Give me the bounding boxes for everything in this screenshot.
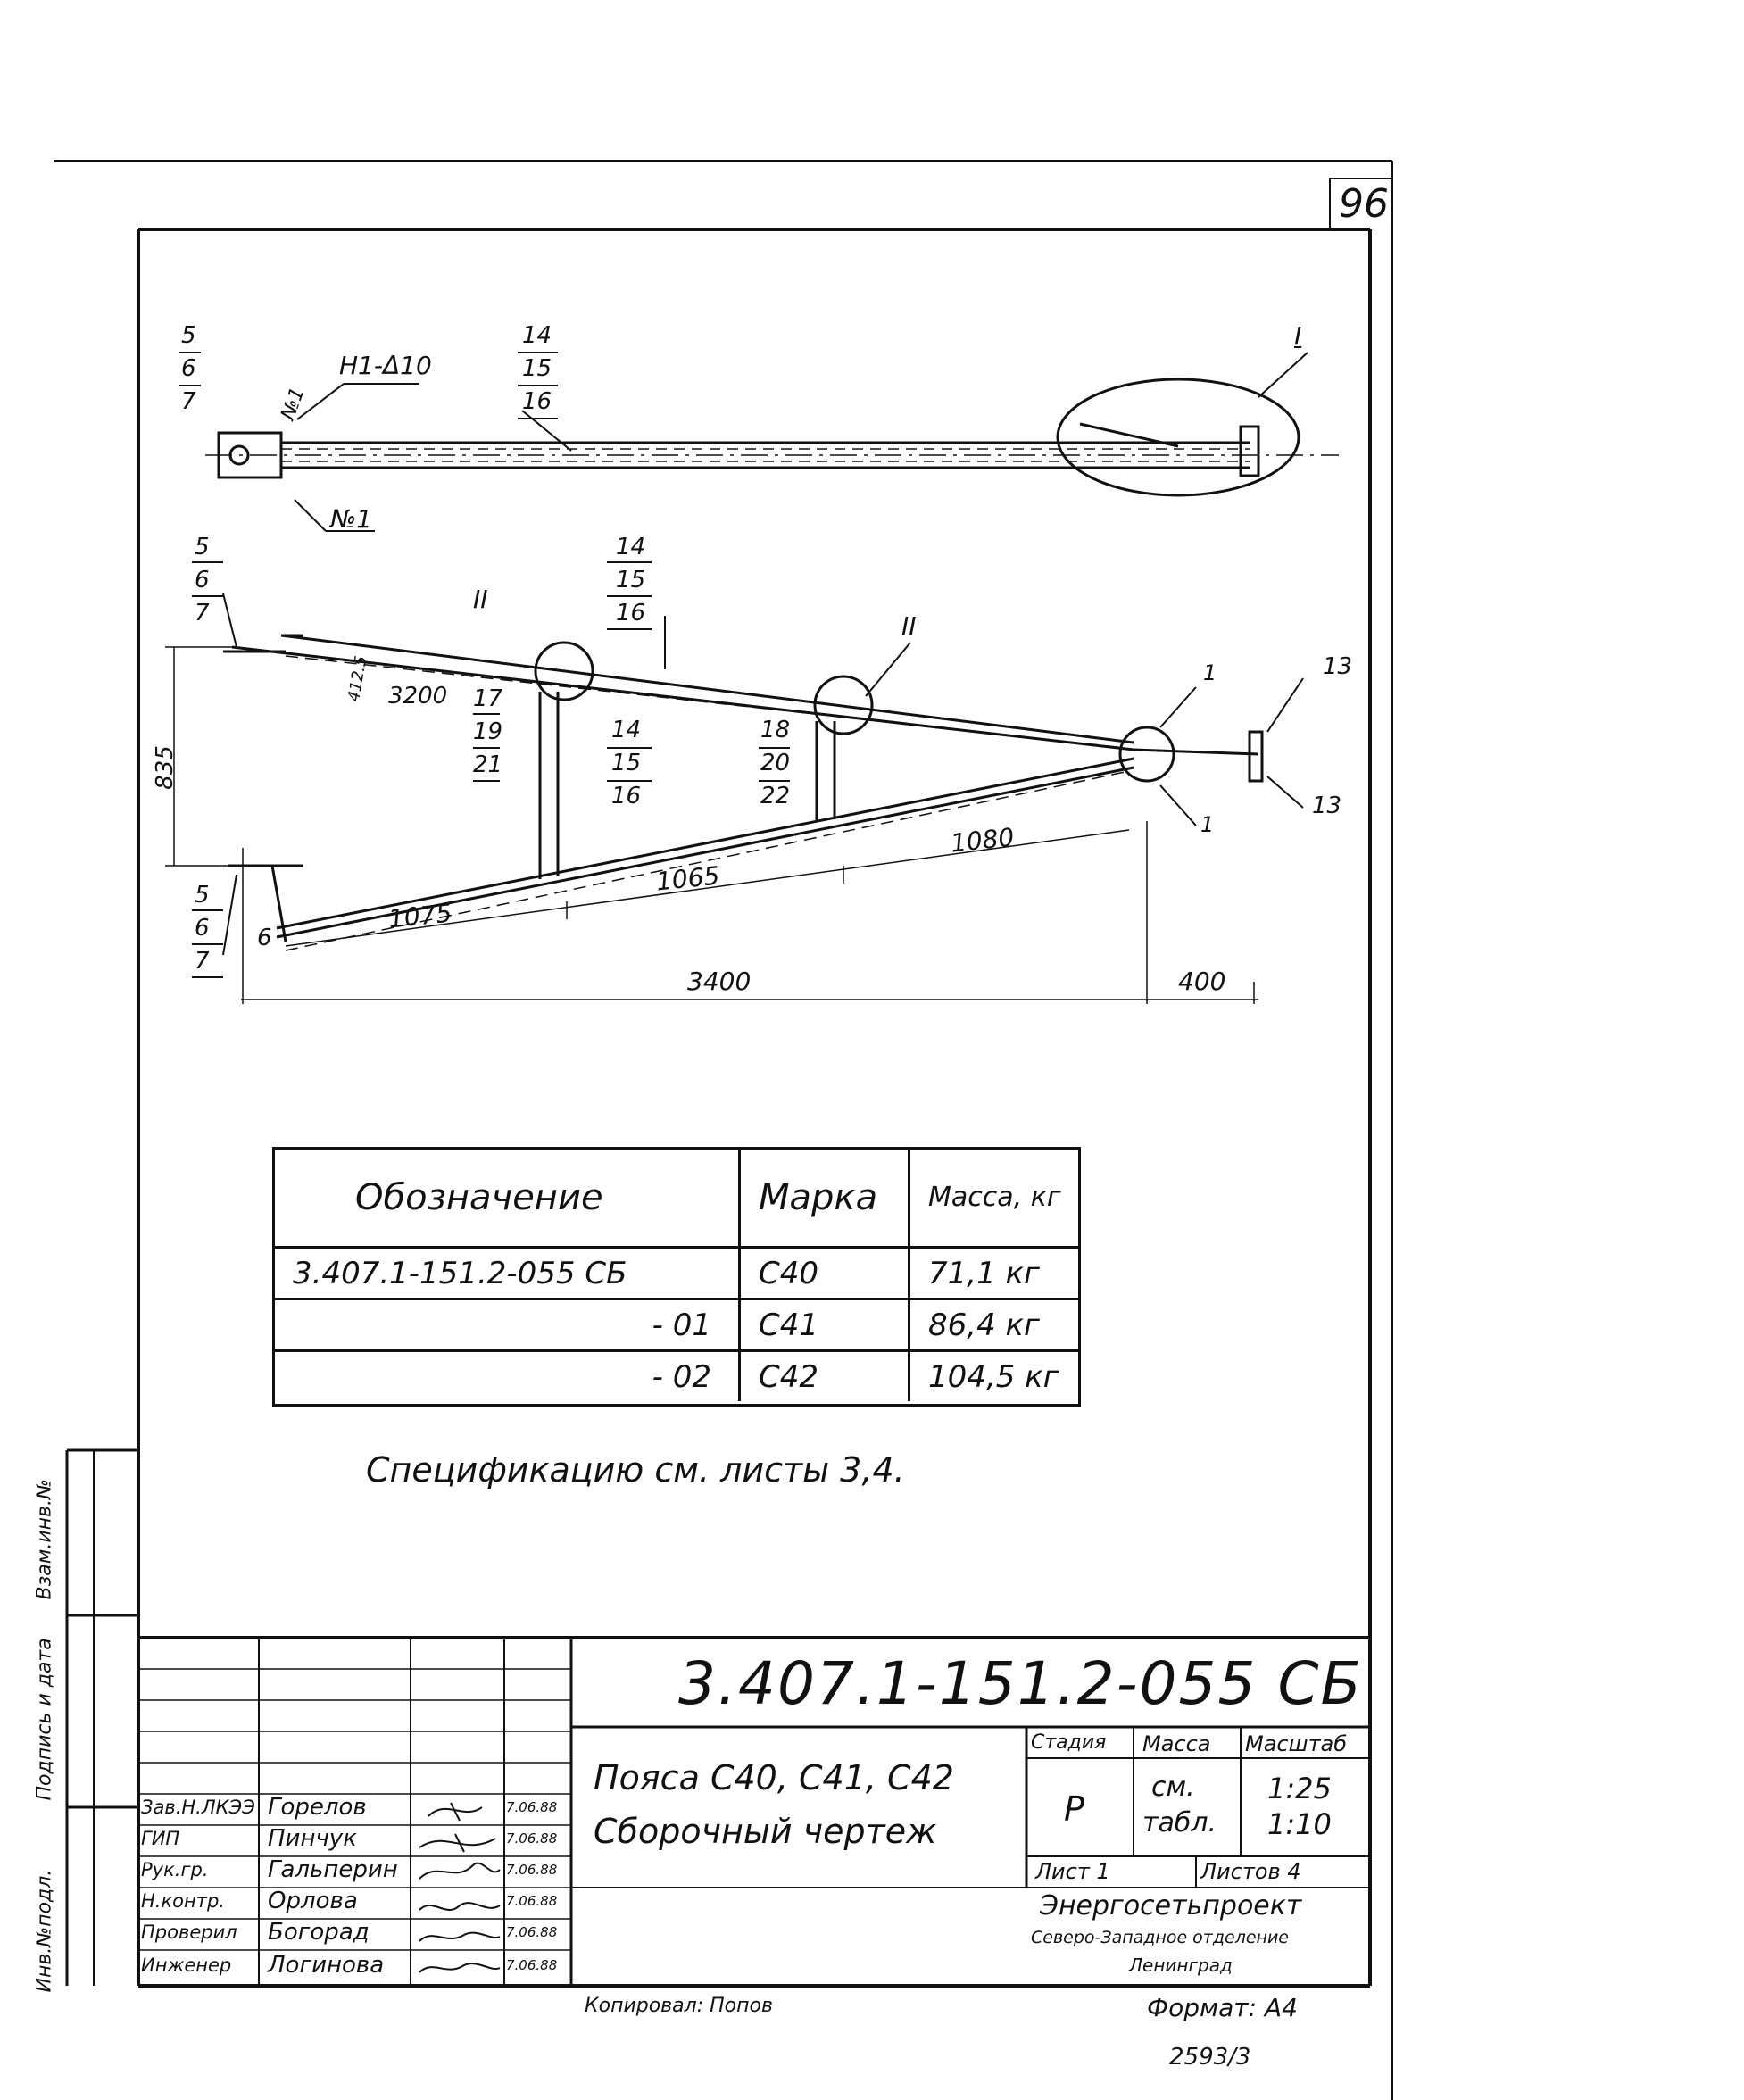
callout-end-1a: 1 <box>1203 660 1217 685</box>
doc-code: 3.407.1-151.2-055 СБ <box>678 1649 1363 1718</box>
stage-value: Р <box>1064 1789 1084 1829</box>
callout-end-1b: 1 <box>1200 812 1215 837</box>
side-stamp-vzam: Взам.инв.№ <box>33 1479 56 1600</box>
callout-weld-label: Н1-Δ10 <box>339 351 432 380</box>
person-date: 7.06.88 <box>506 1893 558 1909</box>
org-name: Энергосетьпроект <box>1040 1890 1302 1922</box>
spec-header-mark: Марка <box>741 1150 910 1246</box>
dim-tail: 400 <box>1178 967 1226 996</box>
person-date: 7.06.88 <box>506 1862 558 1878</box>
person-role: Зав.Н.ЛКЭЭ <box>141 1797 255 1818</box>
person-date: 7.06.88 <box>506 1830 558 1847</box>
node-label-II-b: II <box>901 611 917 641</box>
front-view <box>165 635 1262 1004</box>
person-date: 7.06.88 <box>506 1924 558 1940</box>
callout-lower-chord: 14 15 16 <box>611 717 642 809</box>
mass-value-1: см. <box>1151 1772 1195 1803</box>
person-role: Инженер <box>141 1955 232 1976</box>
dim-total: 3400 <box>687 967 752 996</box>
org-city: Ленинград <box>1129 1955 1233 1976</box>
copied-by: Копировал: Попов <box>585 1995 773 2017</box>
person-name: Пинчук <box>268 1825 357 1852</box>
paper-format: Формат: А4 <box>1147 1993 1298 2022</box>
org-branch: Северо-Западное отделение <box>1031 1928 1289 1947</box>
person-date: 7.06.88 <box>506 1799 558 1815</box>
node-label-II-a: II <box>473 585 488 614</box>
callout-weld-n1-top: №1 <box>277 384 310 424</box>
stage-label: Стадия <box>1031 1731 1107 1754</box>
person-name: Горелов <box>268 1794 367 1821</box>
callout-front-left-top: 5 6 7 <box>195 534 210 627</box>
spec-mass: 104,5 кг <box>928 1358 1059 1395</box>
archive-number: 2593/3 <box>1169 2044 1251 2071</box>
dim-seg2: 1065 <box>654 860 721 897</box>
spec-designation: - 02 <box>275 1352 741 1401</box>
sheets-label: Листов 4 <box>1200 1859 1301 1884</box>
spec-row <box>275 1300 1078 1352</box>
mass-label: Масса <box>1142 1731 1211 1756</box>
sheet-number: 96 <box>1339 181 1389 227</box>
callout-weld-n1-bottom: №1 <box>330 504 372 534</box>
callout-top-left: 5 6 7 <box>181 322 196 415</box>
dim-upper: 3200 <box>388 683 448 710</box>
person-date: 7.06.88 <box>506 1957 558 1973</box>
spec-mass: 71,1 кг <box>928 1255 1040 1291</box>
spec-designation: - 01 <box>275 1300 741 1349</box>
spec-mark: С41 <box>741 1300 910 1349</box>
callout-front-left-bottom: 5 6 7 <box>195 882 210 975</box>
spec-header-mass: Масса, кг <box>928 1182 1061 1213</box>
callout-post-a: 17 19 21 <box>473 685 503 778</box>
callout-end-13a: 13 <box>1323 653 1353 680</box>
person-role: Рук.гр. <box>141 1859 209 1880</box>
spec-header-row <box>275 1150 1078 1249</box>
scale-value-1: 1:25 <box>1267 1772 1332 1805</box>
dim-height: 835 <box>151 745 179 790</box>
dim-seg1: 1075 <box>386 898 453 934</box>
title-line-1: Пояса С40, С41, С42 <box>594 1758 954 1797</box>
specification-table <box>272 1147 1081 1407</box>
dim-slope: 412.5 <box>344 654 371 703</box>
spec-header-designation: Обозначение <box>275 1150 741 1246</box>
spec-row <box>275 1352 1078 1401</box>
person-name: Гальперин <box>268 1856 398 1883</box>
person-role: ГИП <box>141 1828 180 1849</box>
callout-upper-chord: 14 15 16 <box>616 534 646 627</box>
side-stamp-inv-podl: Инв.№подл. <box>33 1869 56 1993</box>
top-view <box>205 379 1339 495</box>
person-name: Орлова <box>268 1888 358 1914</box>
callout-end-13b: 13 <box>1312 793 1342 819</box>
view-label-I: I <box>1294 321 1302 351</box>
title-line-2: Сборочный чертеж <box>594 1812 937 1851</box>
specification-note: Спецификацию см. листы 3,4. <box>366 1450 905 1490</box>
person-role: Проверил <box>141 1922 237 1943</box>
signatures-image <box>411 1794 504 1981</box>
callout-part-6: 6 <box>257 925 272 951</box>
spec-designation: 3.407.1-151.2-055 СБ <box>275 1249 741 1298</box>
spec-mass: 86,4 кг <box>928 1307 1040 1343</box>
sheet-label: Лист 1 <box>1035 1859 1110 1884</box>
callout-top-middle: 14 15 16 <box>522 322 552 415</box>
spec-mark: С42 <box>741 1352 910 1401</box>
scale-label: Масштаб <box>1245 1731 1348 1756</box>
person-name: Логинова <box>268 1952 385 1979</box>
spec-row <box>275 1249 1078 1300</box>
callout-post-b: 18 20 22 <box>760 717 791 809</box>
spec-mark: С40 <box>741 1249 910 1298</box>
scale-value-2: 1:10 <box>1267 1807 1332 1841</box>
person-name: Богорад <box>268 1919 370 1946</box>
dim-seg3: 1080 <box>949 822 1016 859</box>
person-role: Н.контр. <box>141 1890 225 1912</box>
side-stamp-podpis: Подпись и дата <box>33 1638 56 1801</box>
mass-value-2: табл. <box>1142 1807 1217 1839</box>
